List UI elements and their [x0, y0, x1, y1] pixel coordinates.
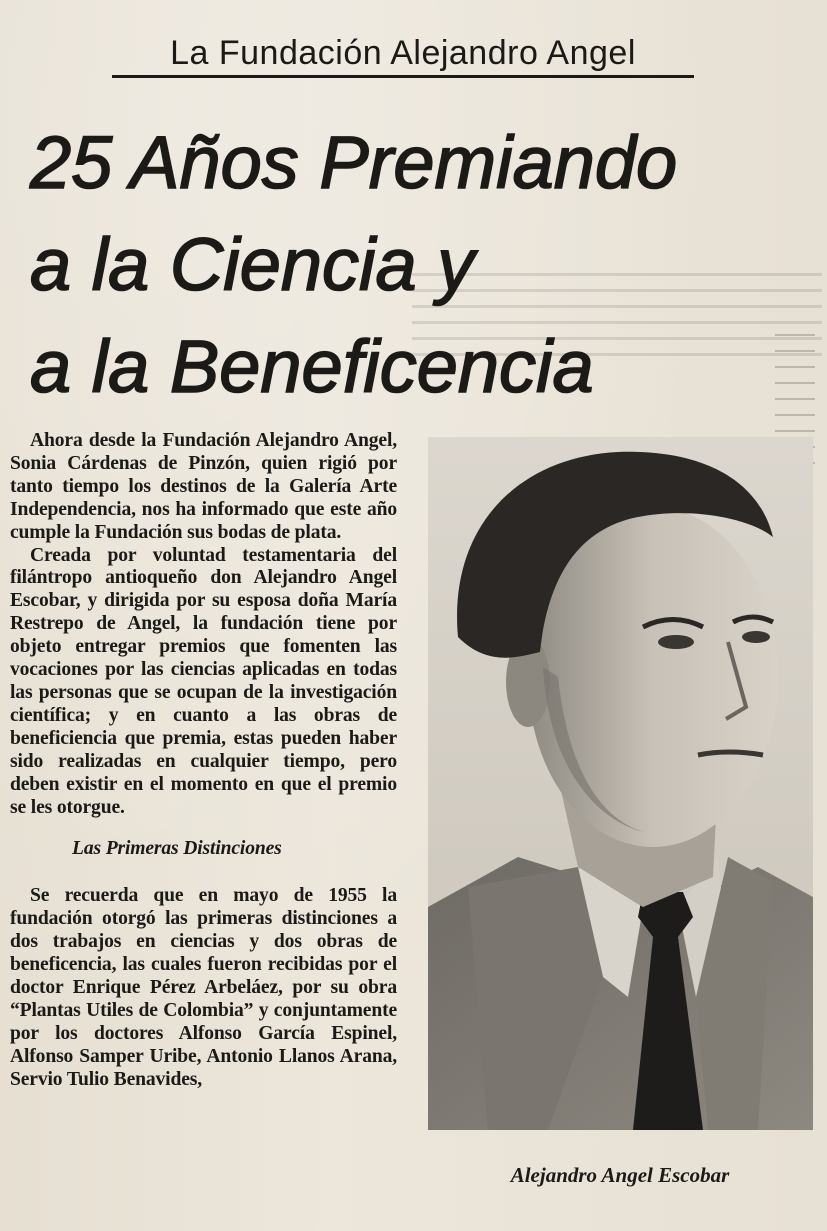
body-paragraph: Creada por voluntad testamentaria del filántropo antioqueño don Alejandro Angel Escobar, y dirigida por su esposa doña María Restrepo de Angel, la fundación tiene por objeto entregar premios que fomenten las vocaciones por las ciencias aplicadas en todas las personas que se ocupan de la investigación científica; y en cuanto a las obras de beneficiencia que premia, estas pueden haber sido realizadas en cualquier tiempo, pero deben existir en el momento en que el premio se les otorgue.: [10, 544, 397, 818]
article-subhead: Las Primeras Distinciones: [72, 838, 282, 860]
article-body: [10, 430, 397, 1091]
portrait-illustration: [428, 437, 813, 1130]
headline-line-2: a la Ciencia y: [30, 223, 475, 306]
article-headline: [30, 112, 810, 418]
bleed-through-text: [40, 0, 500, 26]
headline-line-1: 25 Años Premiando: [30, 121, 678, 204]
body-paragraph: Se recuerda que en mayo de 1955 la fundación otorgó las primeras distinciones a dos trabajos en ciencias y dos obras de beneficencia, las cuales fueron recibidas por el doctor Enrique Pérez Arbeláez, por su obra “Plantas Utiles de Colombia” y conjuntamente por los doctores Alfonso García Espinel, Alfonso Samper Uribe, Antonio Llanos Arana, Servio Tulio Benavides,: [10, 885, 397, 1090]
portrait-photo: [428, 437, 813, 1130]
headline-line-3: a la Beneficencia: [30, 325, 594, 408]
article-kicker: La Fundación Alejandro Angel: [112, 34, 694, 78]
body-paragraph: Ahora desde la Fundación Alejandro Angel, Sonia Cárdenas de Pinzón, quien rigió por tanto tiempo los destinos de la Galería Arte Independencia, nos ha informado que este año cumple la Fundación sus bodas de plata.: [10, 430, 397, 543]
photo-caption: Alejandro Angel Escobar: [510, 1163, 730, 1187]
